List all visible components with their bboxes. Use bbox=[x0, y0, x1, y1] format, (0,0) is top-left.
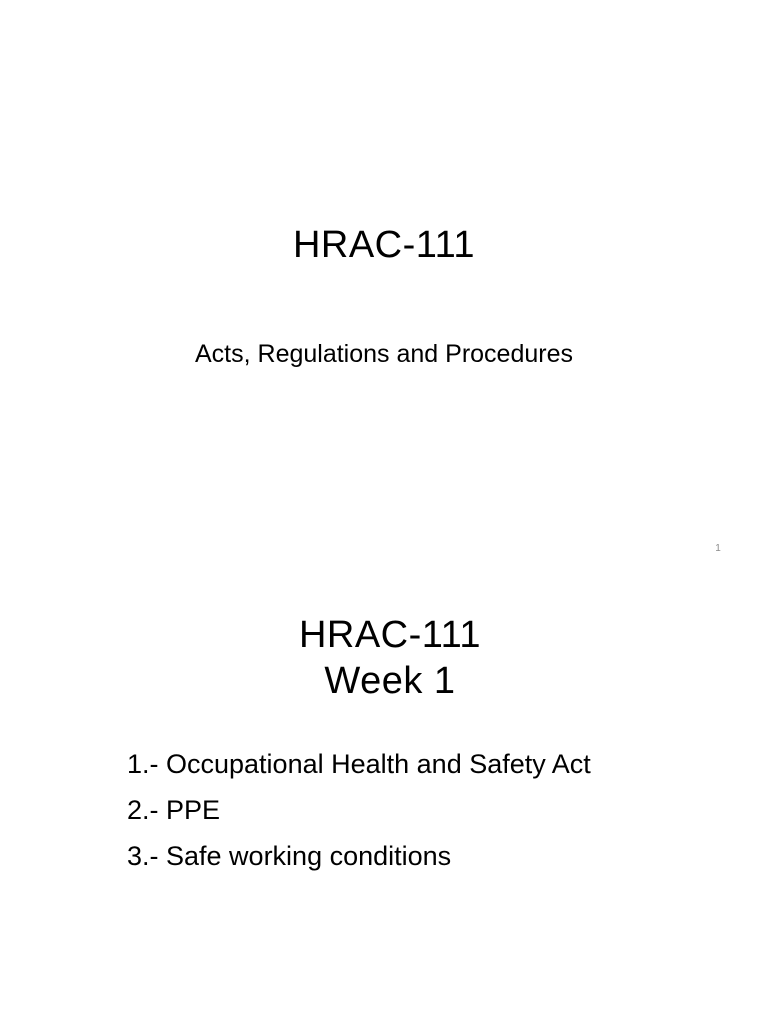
slide-title-line: Week 1 bbox=[324, 660, 456, 702]
list-item: 3.- Safe working conditions bbox=[127, 841, 452, 871]
slide-subtitle: Acts, Regulations and Procedures bbox=[195, 340, 573, 368]
list-item: 2.- PPE bbox=[127, 795, 221, 825]
list-item: 1.- Occupational Health and Safety Act bbox=[127, 749, 591, 779]
slide-title: HRAC-111 bbox=[292, 224, 476, 266]
page-number: 1 bbox=[715, 543, 721, 554]
slide-2 bbox=[0, 568, 768, 1024]
slide-title-line: HRAC-111 bbox=[298, 614, 482, 656]
topic-list bbox=[127, 744, 627, 882]
slide-title bbox=[0, 612, 768, 704]
